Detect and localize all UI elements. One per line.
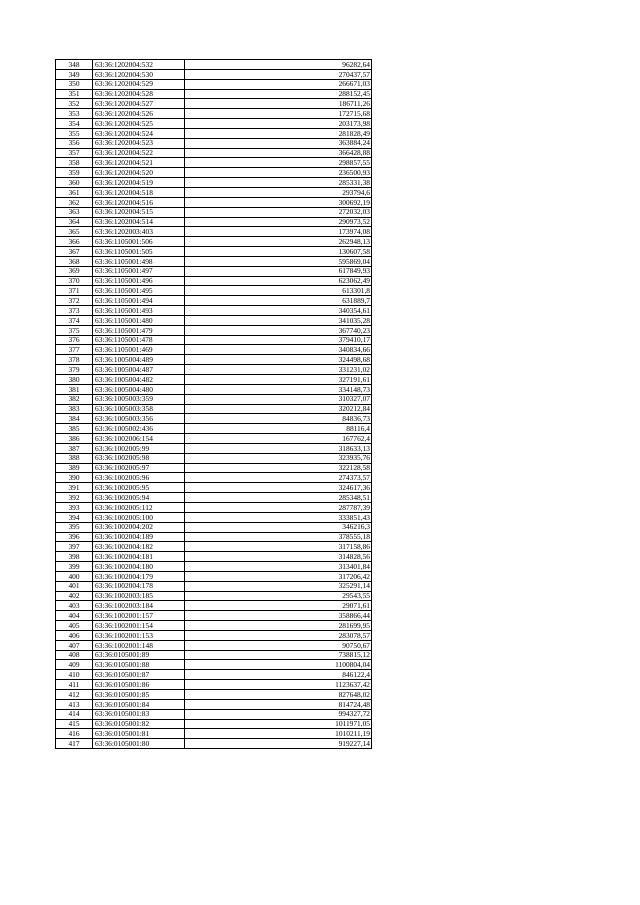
row-number-cell: 370 [56,276,93,286]
cadastral-number-cell: 63:36:1002005:112 [93,502,185,512]
value-cell: 298857,55 [185,158,372,168]
value-cell: 274373,57 [185,473,372,483]
value-cell: 186711,26 [185,99,372,109]
table-row [56,502,372,512]
value-cell: 358866,44 [185,611,372,621]
row-number-cell: 349 [56,69,93,79]
cadastral-number-cell: 63:36:1202004:524 [93,128,185,138]
table-row [56,325,372,335]
row-number-cell: 388 [56,453,93,463]
row-number-cell: 351 [56,89,93,99]
table-row [56,187,372,197]
value-cell: 317206,42 [185,571,372,581]
table-row [56,355,372,365]
cadastral-number-cell: 63:36:1002004:202 [93,522,185,532]
table-row [56,719,372,729]
table-row [56,434,372,444]
table-body [56,60,372,749]
table-row [56,99,372,109]
table-row [56,109,372,119]
value-cell: 814724,48 [185,699,372,709]
table-row [56,463,372,473]
value-cell: 1010211,19 [185,729,372,739]
cadastral-number-cell: 63:36:1105001:479 [93,325,185,335]
cadastral-number-cell: 63:36:1002004:178 [93,581,185,591]
value-cell: 367740,23 [185,325,372,335]
table-row [56,690,372,700]
row-number-cell: 375 [56,325,93,335]
cadastral-number-cell: 63:36:1002004:182 [93,542,185,552]
value-cell: 994327,72 [185,709,372,719]
row-number-cell: 416 [56,729,93,739]
row-number-cell: 348 [56,60,93,70]
cadastral-number-cell: 63:36:1202004:515 [93,207,185,217]
cadastral-number-cell: 63:36:1202004:530 [93,69,185,79]
value-cell: 340834,66 [185,345,372,355]
cadastral-number-cell: 63:36:1002004:181 [93,552,185,562]
row-number-cell: 361 [56,187,93,197]
cadastral-number-cell: 63:36:1105001:478 [93,335,185,345]
row-number-cell: 410 [56,670,93,680]
table-row [56,443,372,453]
row-number-cell: 404 [56,611,93,621]
table-row [56,729,372,739]
cadastral-number-cell: 63:36:1002005:96 [93,473,185,483]
cadastral-number-cell: 63:36:1005004:489 [93,355,185,365]
row-number-cell: 387 [56,443,93,453]
row-number-cell: 412 [56,690,93,700]
value-cell: 322128,58 [185,463,372,473]
cadastral-number-cell: 63:36:0105001:82 [93,719,185,729]
table-row [56,247,372,257]
row-number-cell: 389 [56,463,93,473]
value-cell: 262948,13 [185,237,372,247]
cadastral-number-cell: 63:36:1202003:403 [93,227,185,237]
row-number-cell: 359 [56,168,93,178]
row-number-cell: 394 [56,512,93,522]
value-cell: 1011971,05 [185,719,372,729]
cadastral-number-cell: 63:36:1105001:495 [93,286,185,296]
cadastral-number-cell: 63:36:0105001:88 [93,660,185,670]
row-number-cell: 381 [56,384,93,394]
cadastral-number-cell: 63:36:1202004:520 [93,168,185,178]
row-number-cell: 372 [56,296,93,306]
value-cell: 919227,14 [185,739,372,749]
table-row [56,128,372,138]
table-row [56,168,372,178]
table-row [56,158,372,168]
value-cell: 285331,38 [185,178,372,188]
table-row [56,424,372,434]
table-row [56,197,372,207]
row-number-cell: 401 [56,581,93,591]
cadastral-number-cell: 63:36:1005004:480 [93,384,185,394]
value-cell: 379410,17 [185,335,372,345]
cadastral-number-cell: 63:36:1002005:100 [93,512,185,522]
row-number-cell: 405 [56,621,93,631]
cadastral-number-cell: 63:36:1202004:523 [93,138,185,148]
row-number-cell: 358 [56,158,93,168]
row-number-cell: 417 [56,739,93,749]
cadastral-number-cell: 63:36:1002003:184 [93,601,185,611]
table-row [56,375,372,385]
row-number-cell: 376 [56,335,93,345]
value-cell: 341035,28 [185,315,372,325]
cadastral-number-cell: 63:36:1002001:154 [93,621,185,631]
row-number-cell: 360 [56,178,93,188]
table-row [56,207,372,217]
value-cell: 340354,61 [185,306,372,316]
table-row [56,483,372,493]
cadastral-number-cell: 63:36:1005004:482 [93,375,185,385]
cadastral-number-cell: 63:36:1005003:358 [93,404,185,414]
cadastral-number-cell: 63:36:1002005:94 [93,493,185,503]
value-cell: 363884,24 [185,138,372,148]
cadastral-number-cell: 63:36:1002005:99 [93,443,185,453]
row-number-cell: 382 [56,394,93,404]
row-number-cell: 373 [56,306,93,316]
cadastral-number-cell: 63:36:1002006:154 [93,434,185,444]
value-cell: 203173,98 [185,119,372,129]
table-row [56,493,372,503]
cadastral-number-cell: 63:36:1202004:526 [93,109,185,119]
value-cell: 84836,73 [185,414,372,424]
table-row [56,670,372,680]
row-number-cell: 383 [56,404,93,414]
row-number-cell: 355 [56,128,93,138]
table-row [56,394,372,404]
cadastral-number-cell: 63:36:1005004:487 [93,365,185,375]
table-row [56,562,372,572]
table-row [56,680,372,690]
row-number-cell: 406 [56,630,93,640]
value-cell: 317158,86 [185,542,372,552]
value-cell: 623062,49 [185,276,372,286]
row-number-cell: 407 [56,640,93,650]
row-number-cell: 365 [56,227,93,237]
row-number-cell: 403 [56,601,93,611]
cadastral-number-cell: 63:36:1202004:521 [93,158,185,168]
cadastral-number-cell: 63:36:0105001:86 [93,680,185,690]
value-cell: 631889,7 [185,296,372,306]
table-row [56,630,372,640]
value-cell: 272032,03 [185,207,372,217]
row-number-cell: 367 [56,247,93,257]
cadastral-number-cell: 63:36:1005002:436 [93,424,185,434]
value-cell: 738815,12 [185,650,372,660]
value-cell: 281828,49 [185,128,372,138]
row-number-cell: 397 [56,542,93,552]
cadastral-number-cell: 63:36:1002004:179 [93,571,185,581]
value-cell: 96282,64 [185,60,372,70]
value-cell: 331231,02 [185,365,372,375]
table-row [56,473,372,483]
cadastral-number-cell: 63:36:1105001:496 [93,276,185,286]
value-cell: 266671,03 [185,79,372,89]
row-number-cell: 357 [56,148,93,158]
table-row [56,522,372,532]
row-number-cell: 399 [56,562,93,572]
table-row [56,709,372,719]
table-row [56,60,372,70]
table-row [56,79,372,89]
value-cell: 29543,55 [185,591,372,601]
row-number-cell: 350 [56,79,93,89]
table-row [56,414,372,424]
cadastral-number-cell: 63:36:1105001:480 [93,315,185,325]
table-row [56,266,372,276]
table-row [56,69,372,79]
table-row [56,621,372,631]
table-row [56,296,372,306]
row-number-cell: 411 [56,680,93,690]
value-cell: 90750,67 [185,640,372,650]
value-cell: 320212,84 [185,404,372,414]
table-row [56,365,372,375]
table-row [56,217,372,227]
table-row [56,138,372,148]
value-cell: 270437,57 [185,69,372,79]
value-cell: 378555,18 [185,532,372,542]
table-row [56,660,372,670]
cadastral-number-cell: 63:36:1202004:525 [93,119,185,129]
row-number-cell: 385 [56,424,93,434]
table-row [56,650,372,660]
table-row [56,453,372,463]
cadastral-number-cell: 63:36:1005003:359 [93,394,185,404]
value-cell: 846122,4 [185,670,372,680]
row-number-cell: 415 [56,719,93,729]
table-row [56,542,372,552]
value-cell: 617849,93 [185,266,372,276]
value-cell: 366428,88 [185,148,372,158]
table-row [56,256,372,266]
table-row [56,552,372,562]
table-row [56,581,372,591]
cadastral-number-cell: 63:36:1002003:185 [93,591,185,601]
row-number-cell: 364 [56,217,93,227]
value-cell: 1123637,42 [185,680,372,690]
row-number-cell: 413 [56,699,93,709]
value-cell: 324498,68 [185,355,372,365]
table-row [56,335,372,345]
cadastral-number-cell: 63:36:1202004:514 [93,217,185,227]
value-cell: 324617,36 [185,483,372,493]
cadastral-number-cell: 63:36:1002001:148 [93,640,185,650]
value-cell: 293794,6 [185,187,372,197]
table-row [56,699,372,709]
value-cell: 88116,4 [185,424,372,434]
value-cell: 310327,07 [185,394,372,404]
table-row [56,512,372,522]
table-row [56,611,372,621]
value-cell: 281699,95 [185,621,372,631]
table-row [56,306,372,316]
value-cell: 313401,84 [185,562,372,572]
table-row [56,739,372,749]
row-number-cell: 414 [56,709,93,719]
row-number-cell: 400 [56,571,93,581]
cadastral-number-cell: 63:36:1105001:498 [93,256,185,266]
cadastral-number-cell: 63:36:1002005:95 [93,483,185,493]
row-number-cell: 366 [56,237,93,247]
value-cell: 290973,52 [185,217,372,227]
row-number-cell: 393 [56,502,93,512]
value-cell: 333851,43 [185,512,372,522]
table-row [56,89,372,99]
table-row [56,571,372,581]
cadastral-number-cell: 63:36:1202004:519 [93,178,185,188]
cadastral-number-cell: 63:36:0105001:84 [93,699,185,709]
cadastral-number-cell: 63:36:1002004:180 [93,562,185,572]
table-row [56,178,372,188]
table-row [56,532,372,542]
value-cell: 827648,02 [185,690,372,700]
value-cell: 236500,93 [185,168,372,178]
cadastral-number-cell: 63:36:0105001:81 [93,729,185,739]
row-number-cell: 363 [56,207,93,217]
row-number-cell: 380 [56,375,93,385]
cadastral-number-cell: 63:36:0105001:83 [93,709,185,719]
table-row [56,148,372,158]
table-row [56,227,372,237]
cadastral-number-cell: 63:36:1002004:189 [93,532,185,542]
cadastral-number-cell: 63:36:1105001:469 [93,345,185,355]
cadastral-number-cell: 63:36:1105001:494 [93,296,185,306]
table-row [56,237,372,247]
cadastral-number-cell: 63:36:1202004:528 [93,89,185,99]
row-number-cell: 354 [56,119,93,129]
row-number-cell: 378 [56,355,93,365]
cadastral-number-cell: 63:36:1202004:522 [93,148,185,158]
cadastral-value-table [55,59,372,749]
value-cell: 287787,39 [185,502,372,512]
cadastral-number-cell: 63:36:1002001:153 [93,630,185,640]
cadastral-number-cell: 63:36:1202004:532 [93,60,185,70]
value-cell: 283078,57 [185,630,372,640]
row-number-cell: 402 [56,591,93,601]
cadastral-number-cell: 63:36:1202004:527 [93,99,185,109]
value-cell: 334148,73 [185,384,372,394]
cadastral-number-cell: 63:36:1105001:497 [93,266,185,276]
cadastral-number-cell: 63:36:1105001:506 [93,237,185,247]
row-number-cell: 379 [56,365,93,375]
value-cell: 285348,51 [185,493,372,503]
table-row [56,591,372,601]
cadastral-number-cell: 63:36:1105001:505 [93,247,185,257]
cadastral-number-cell: 63:36:1202004:518 [93,187,185,197]
value-cell: 613301,8 [185,286,372,296]
cadastral-number-cell: 63:36:1105001:493 [93,306,185,316]
table-row [56,345,372,355]
value-cell: 130607,58 [185,247,372,257]
row-number-cell: 352 [56,99,93,109]
row-number-cell: 362 [56,197,93,207]
cadastral-number-cell: 63:36:1002005:98 [93,453,185,463]
value-cell: 288152,45 [185,89,372,99]
row-number-cell: 377 [56,345,93,355]
row-number-cell: 409 [56,660,93,670]
table-row [56,404,372,414]
value-cell: 318633,13 [185,443,372,453]
row-number-cell: 392 [56,493,93,503]
value-cell: 29071,61 [185,601,372,611]
cadastral-number-cell: 63:36:1202004:516 [93,197,185,207]
value-cell: 323935,76 [185,453,372,463]
table-row [56,286,372,296]
row-number-cell: 391 [56,483,93,493]
row-number-cell: 398 [56,552,93,562]
value-cell: 167762,4 [185,434,372,444]
table-row [56,601,372,611]
value-cell: 346216,3 [185,522,372,532]
value-cell: 327191,61 [185,375,372,385]
cadastral-number-cell: 63:36:0105001:89 [93,650,185,660]
cadastral-number-cell: 63:36:1202004:529 [93,79,185,89]
table-row [56,276,372,286]
row-number-cell: 369 [56,266,93,276]
row-number-cell: 390 [56,473,93,483]
value-cell: 325291,14 [185,581,372,591]
row-number-cell: 395 [56,522,93,532]
value-cell: 173974,08 [185,227,372,237]
row-number-cell: 396 [56,532,93,542]
row-number-cell: 408 [56,650,93,660]
row-number-cell: 384 [56,414,93,424]
table-row [56,384,372,394]
value-cell: 314828,56 [185,552,372,562]
cadastral-number-cell: 63:36:0105001:85 [93,690,185,700]
value-cell: 172715,68 [185,109,372,119]
table-row [56,119,372,129]
value-cell: 300692,19 [185,197,372,207]
cadastral-number-cell: 63:36:1002001:157 [93,611,185,621]
cadastral-number-cell: 63:36:1005003:356 [93,414,185,424]
row-number-cell: 386 [56,434,93,444]
row-number-cell: 353 [56,109,93,119]
table-row [56,640,372,650]
value-cell: 595869,04 [185,256,372,266]
cadastral-number-cell: 63:36:1002005:97 [93,463,185,473]
cadastral-number-cell: 63:36:0105001:80 [93,739,185,749]
value-cell: 1100804,04 [185,660,372,670]
row-number-cell: 356 [56,138,93,148]
row-number-cell: 368 [56,256,93,266]
table-row [56,315,372,325]
cadastral-number-cell: 63:36:0105001:87 [93,670,185,680]
row-number-cell: 371 [56,286,93,296]
row-number-cell: 374 [56,315,93,325]
